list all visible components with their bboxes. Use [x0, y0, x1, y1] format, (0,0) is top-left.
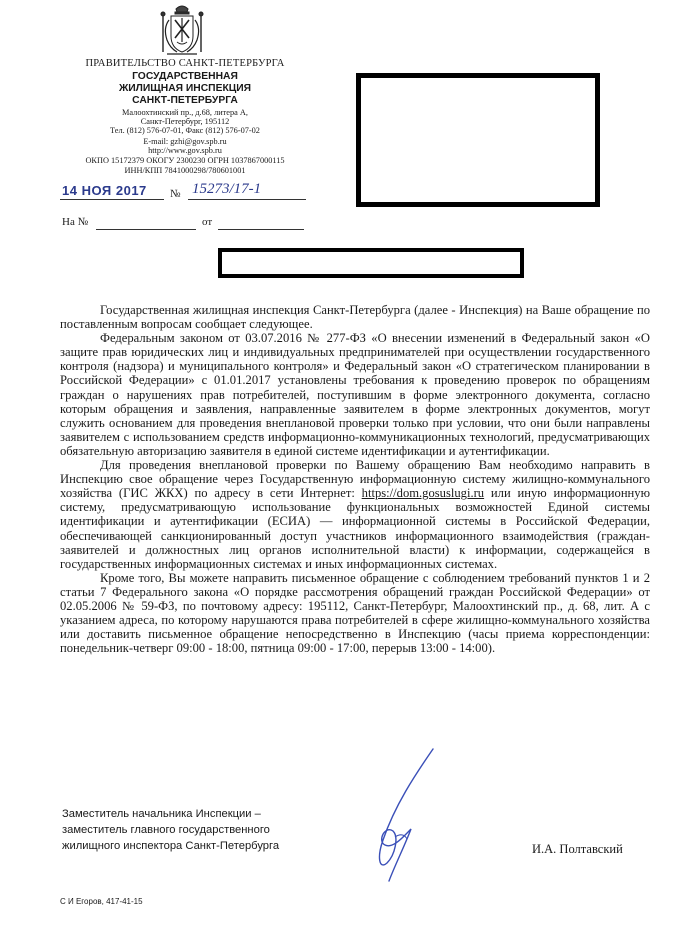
para3-text-end: или иную информационную систему, предусматривающую использование функциональных возможностей Единой системы идентификации и аутентификации (ЕСИА) — информационной системы в Российской Федерации, обеспечивающей санкционированный доступ участников информационного взаимодействия (граждан-заявителей и должностных лиц органов исполнительной власти) к информации, содержащейся в государственных информационных системах и иных информационных системах. [60, 486, 651, 571]
inn-kpp: ИНН/КПП 7841000298/780601001 [124, 166, 246, 175]
address-line1: Малоохтинский пр., д.68, литера А, [122, 108, 248, 117]
outgoing-number: 15273/17-1 [192, 181, 262, 197]
coat-of-arms-emblem [159, 2, 205, 58]
outgoing-date-stamp: 14 НОЯ 2017 [62, 183, 147, 198]
phone-fax: Тел. (812) 576-07-01, Факс (812) 576-07-02 [110, 126, 260, 135]
org-name-line2: ЖИЛИЩНАЯ ИНСПЕКЦИЯ [118, 83, 252, 94]
date-underline [60, 199, 164, 200]
position-line3: жилищного инспектора Санкт-Петербурга [62, 840, 280, 852]
position-line2: заместитель главного государственного [62, 824, 270, 836]
body-paragraph-3 [60, 458, 650, 571]
position-line1: Заместитель начальника Инспекции – [62, 808, 261, 820]
org-name-line1: ГОСУДАРСТВЕННАЯ [132, 71, 238, 82]
signer-name: И.А. Полтавский [532, 842, 623, 856]
body-paragraph-2: Федеральным законом от 03.07.2016 № 277-ФЗ «О внесении изменений в Федеральный закон «О защите прав юридических лиц и индивидуальных предпринимателей при осуществлении государственного контроля (надзора) и муниципального контроля» и Федеральный закон «О стратегическом планировании в Российской Федерации» с 01.01.2017 установлены требования к проведению проверок по обращениям граждан о нарушениях прав потребителей, поступившим в форме электронного документа, согласно которым обращения и заявления, направленные заявителем в форме электронных документов, могут служить основанием для проведения внеплановой проверки только при условии, что они были направлены заявителем с использованием средств информационно-коммуникационных технологий, предусматривающих обязательную авторизацию заявителя в единой системе идентификации и аутентификации. [60, 331, 650, 458]
reply-number-blank [96, 229, 196, 230]
reply-date-label: от [202, 216, 213, 228]
reply-to-label: На № [62, 216, 89, 228]
government-name: ПРАВИТЕЛЬСТВО САНКТ-ПЕТЕРБУРГА [85, 58, 285, 69]
number-underline [188, 199, 306, 200]
address-line2: Санкт-Петербург, 195112 [140, 117, 230, 126]
org-name-line3: САНКТ-ПЕТЕРБУРГА [132, 95, 238, 106]
executor-contact: С И Егоров, 417-41-15 [60, 897, 143, 906]
handwritten-signature [355, 745, 445, 885]
email-address: E-mail: gzhi@gov.spb.ru [143, 137, 227, 146]
gis-zhkh-link[interactable]: https://dom.gosuslugi.ru [361, 486, 485, 501]
registration-codes: ОКПО 15172379 ОКОГУ 2300230 ОГРН 1037867000115 [85, 156, 285, 165]
para3-text-start: Для проведения внеплановой проверки по Вашему обращению Вам необходимо направить в Инспекцию свое обращение через Государственную информационную систему жилищно-коммунального хозяйства (ГИС ЖКХ) по адресу в сети Интернет: [60, 458, 650, 501]
number-label: № [170, 188, 181, 200]
body-paragraph-4: Кроме того, Вы можете направить письменное обращение с соблюдением требований пунктов 1 и 2 статьи 7 Федерального закона «О порядке рассмотрения обращений граждан Российской Федерации» от 02.05.2006 № 59-ФЗ, по почтовому адресу: 195112, Санкт-Петербург, Малоохтинский пр., д. 68, лит. А с указанием адреса, по которому нарушаются права потребителей в сфере жилищно-коммунального хозяйства или доставить письменное обращение непосредственно в Инспекцию (часы приема корреспонденции: понедельник-четверг 09:00 - 18:00, пятница 09:00 - 17:00, перерыв 13:00 - 14:00). [60, 570, 650, 656]
body-paragraph-1: Государственная жилищная инспекция Санкт-Петербурга (далее - Инспекция) на Ваше обращение по поставленным вопросам сообщает следующее. [60, 303, 650, 332]
website: http://www.gov.spb.ru [148, 146, 222, 155]
letter-body [60, 303, 650, 655]
reply-date-blank [218, 229, 304, 230]
redacted-recipient-box [356, 73, 600, 207]
redacted-salutation-box [218, 248, 524, 278]
signatory-position [62, 806, 279, 854]
